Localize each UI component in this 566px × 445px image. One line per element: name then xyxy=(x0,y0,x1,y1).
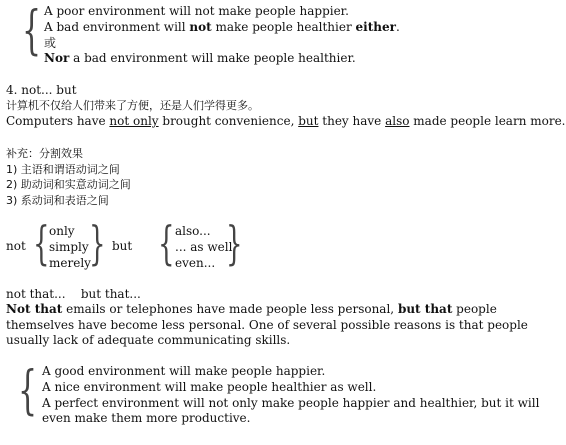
bottom-line-4: even make them more productive. xyxy=(42,411,251,425)
section4-heading: 4. not... but xyxy=(6,83,77,97)
diagram-right-1: also... xyxy=(175,224,211,238)
bottom-line-2: A nice environment will make people healthier as well. xyxy=(42,380,377,394)
diagram-left-2: simply xyxy=(49,240,89,254)
brace-bottom: { xyxy=(18,360,38,422)
brace-left-open: { xyxy=(33,218,50,271)
notthat-line-1: Not that emails or telephones have made people less personal, but that people xyxy=(6,302,497,316)
supplement-title: 补充：分割效果 xyxy=(6,147,83,160)
brace-right-open: { xyxy=(158,218,175,271)
top-line-2: A bad environment will not make people healthier either. xyxy=(44,20,400,34)
diagram-right-3: even... xyxy=(175,256,216,270)
diagram-not: not xyxy=(6,239,26,253)
diagram-right-2: ... as well. xyxy=(175,240,237,254)
diagram-left-1: only xyxy=(49,224,75,238)
bottom-line-1: A good environment will make people happier. xyxy=(42,364,326,378)
brace-left-close: } xyxy=(89,218,106,271)
top-line-3: 或 xyxy=(44,36,57,50)
brace-top: { xyxy=(22,0,42,62)
notthat-line-3: usually lack of adequate communicating skills. xyxy=(6,333,291,347)
notthat-line-2: themselves have become less personal. One of several possible reasons is that people xyxy=(6,318,528,332)
top-line-4: Nor a bad environment will make people healthier. xyxy=(44,51,356,65)
brace-right-close: } xyxy=(226,218,243,271)
section4-english: Computers have not only brought convenience, but they have also made people learn more. xyxy=(6,114,566,128)
diagram-but: but xyxy=(112,239,133,253)
diagram-left-3: merely xyxy=(49,256,91,270)
bottom-line-3: A perfect environment will not only make people happier and healthier, but it will xyxy=(42,396,540,410)
notthat-heading: not that... but that... xyxy=(6,287,141,301)
supplement-item-1: 1) 主语和谓语动词之间 xyxy=(6,163,120,176)
supplement-item-2: 2) 助动词和实意动词之间 xyxy=(6,178,131,191)
supplement-item-3: 3) 系动词和表语之间 xyxy=(6,194,109,207)
top-line-1: A poor environment will not make people happier. xyxy=(44,4,349,18)
section4-chinese: 计算机不仅给人们带来了方便，还是人们学得更多。 xyxy=(6,99,259,112)
